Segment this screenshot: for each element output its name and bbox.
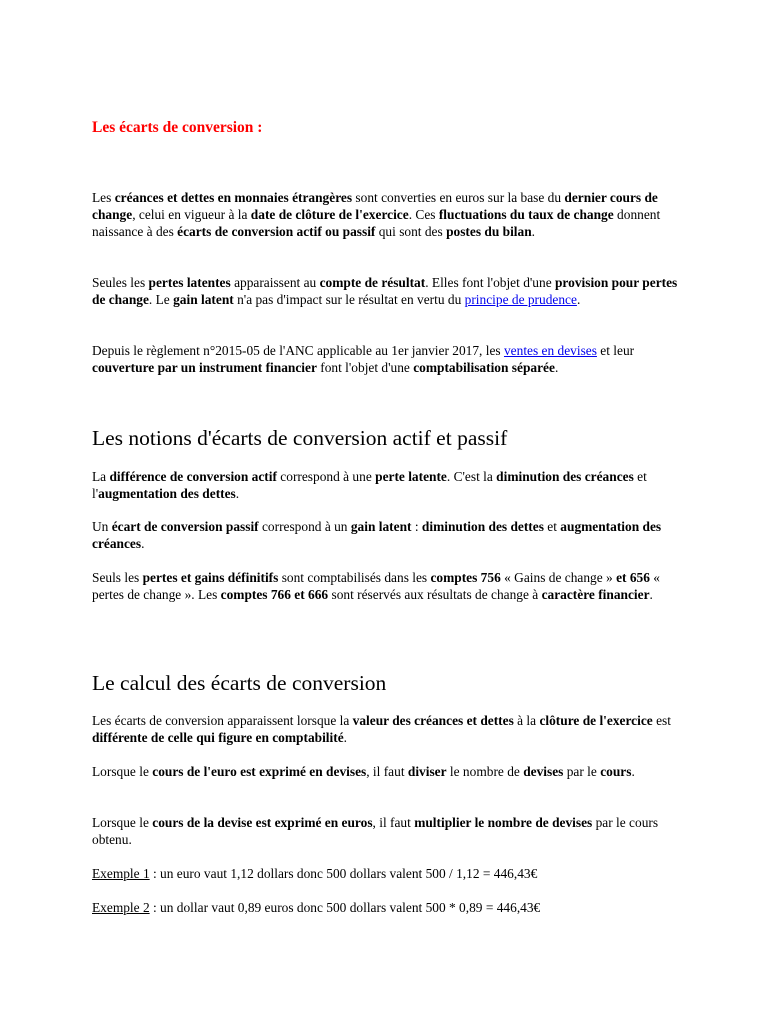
text-run: par le cours obtenu. <box>92 815 659 847</box>
underlined-label: Exemple 1 <box>92 866 150 881</box>
paragraph-reglement <box>92 342 682 376</box>
bold-text: diviser <box>407 764 447 779</box>
text-run: sont réservés aux résultats de change à <box>328 587 542 602</box>
paragraph-exemple-2 <box>92 899 682 916</box>
bold-text: créances et dettes en monnaies étrangères <box>114 190 353 205</box>
text-run: apparaissent au <box>230 275 320 290</box>
bold-text: couverture par un instrument financier <box>92 360 317 375</box>
paragraph-multiplier <box>92 814 682 848</box>
text-run: La <box>92 469 110 484</box>
paragraph-intro <box>92 189 682 240</box>
paragraph-exemple-1 <box>92 865 682 882</box>
text-run: Lorsque le <box>92 764 153 779</box>
bold-text: cours <box>600 764 632 779</box>
bold-text: différente de celle qui figure en comptabilité <box>92 730 344 745</box>
text-run: et <box>543 519 561 534</box>
bold-text: comptabilisation séparée <box>413 360 555 375</box>
text-run: . Ces <box>408 207 439 222</box>
text-run: . Elles font l'objet d'une <box>425 275 555 290</box>
paragraph-diviser <box>92 763 682 780</box>
text-run: . C'est la <box>446 469 497 484</box>
bold-text: valeur des créances et dettes <box>352 713 514 728</box>
bold-text: comptes 756 <box>430 570 501 585</box>
paragraph-ecart-actif <box>92 468 682 502</box>
text-run: . <box>554 360 559 375</box>
text-run: « Gains de change » <box>500 570 617 585</box>
bold-text: caractère financier <box>541 587 650 602</box>
text-run: sont comptabilisés dans les <box>278 570 431 585</box>
bold-text: gain latent <box>173 292 234 307</box>
text-run: : un dollar vaut 0,89 euros donc 500 dollars valent 500 * 0,89 = 446,43€ <box>149 900 541 915</box>
bold-text: diminution des dettes <box>421 519 544 534</box>
bold-text: pertes et gains définitifs <box>142 570 279 585</box>
text-run: qui sont des <box>375 224 447 239</box>
bold-text: augmentation des dettes <box>98 486 236 501</box>
text-run: . <box>531 224 536 239</box>
bold-text: pertes latentes <box>148 275 231 290</box>
text-run: donnent naissance à des <box>92 207 661 239</box>
paragraph-apparition <box>92 712 682 746</box>
underlined-label: Exemple 2 <box>92 900 150 915</box>
bold-text: date de clôture de l'exercice <box>250 207 409 222</box>
bold-text: écarts de conversion actif ou passif <box>177 224 376 239</box>
bold-text: dernier cours de change <box>92 190 658 222</box>
text-run: et leur <box>596 343 635 358</box>
text-run: . <box>576 292 581 307</box>
bold-text: cours de la devise est exprimé en euros <box>152 815 373 830</box>
bold-text: perte latente <box>375 469 447 484</box>
text-run: par le <box>563 764 601 779</box>
bold-text: comptes 766 et 666 <box>220 587 329 602</box>
text-run: Lorsque le <box>92 815 153 830</box>
text-run: correspond à une <box>276 469 376 484</box>
bold-text: et 656 <box>616 570 650 585</box>
text-run: est <box>652 713 671 728</box>
text-run: , celui en vigueur à la <box>132 207 251 222</box>
section-heading-notions: Les notions d'écarts de conversion actif et passif <box>92 426 508 450</box>
bold-text: provision pour pertes de change <box>92 275 678 307</box>
text-run: . Le <box>148 292 174 307</box>
text-run: . <box>649 587 653 602</box>
text-run: font l'objet d'une <box>316 360 414 375</box>
bold-text: gain latent <box>350 519 412 534</box>
bold-text: clôture de l'exercice <box>539 713 653 728</box>
document-title: Les écarts de conversion : <box>92 119 263 136</box>
text-run: à la <box>513 713 540 728</box>
text-run: Seuls les <box>92 570 143 585</box>
bold-text: multiplier le nombre de devises <box>414 815 593 830</box>
text-run: Les écarts de conversion apparaissent lorsque la <box>92 713 353 728</box>
text-run: « pertes de change ». Les <box>92 570 660 602</box>
paragraph-pertes-latentes <box>92 274 682 308</box>
text-run: Les <box>92 190 115 205</box>
text-run: . <box>141 536 145 551</box>
bold-text: écart de conversion passif <box>111 519 259 534</box>
text-run: : <box>411 519 422 534</box>
bold-text: devises <box>523 764 564 779</box>
text-run: le nombre de <box>446 764 524 779</box>
bold-text: diminution des créances <box>496 469 634 484</box>
paragraph-ecart-passif <box>92 518 682 552</box>
text-run: sont converties en euros sur la base du <box>352 190 565 205</box>
bold-text: augmentation des créances <box>92 519 662 551</box>
bold-text: cours de l'euro est exprimé en devises <box>152 764 367 779</box>
text-run: et l' <box>92 469 647 501</box>
text-run: . <box>235 486 240 501</box>
bold-text: postes du bilan <box>446 224 532 239</box>
text-run: : un euro vaut 1,12 dollars donc 500 dollars valent 500 / 1,12 = 446,43€ <box>149 866 538 881</box>
text-run: correspond à un <box>258 519 351 534</box>
bold-text: fluctuations du taux de change <box>438 207 614 222</box>
bold-text: différence de conversion actif <box>109 469 277 484</box>
text-run: , il faut <box>372 815 415 830</box>
text-run: Seules les <box>92 275 149 290</box>
text-run: , il faut <box>366 764 408 779</box>
inline-link[interactable]: ventes en devises <box>503 343 597 358</box>
text-run: . <box>631 764 635 779</box>
section-heading-calcul: Le calcul des écarts de conversion <box>92 671 387 695</box>
bold-text: compte de résultat <box>319 275 426 290</box>
paragraph-comptes <box>92 569 682 603</box>
inline-link[interactable]: principe de prudence <box>464 292 577 307</box>
text-run: Un <box>92 519 112 534</box>
text-run: n'a pas d'impact sur le résultat en vertu du <box>233 292 465 307</box>
text-run: Depuis le règlement n°2015-05 de l'ANC applicable au 1er janvier 2017, les <box>92 343 504 358</box>
text-run: . <box>343 730 348 745</box>
